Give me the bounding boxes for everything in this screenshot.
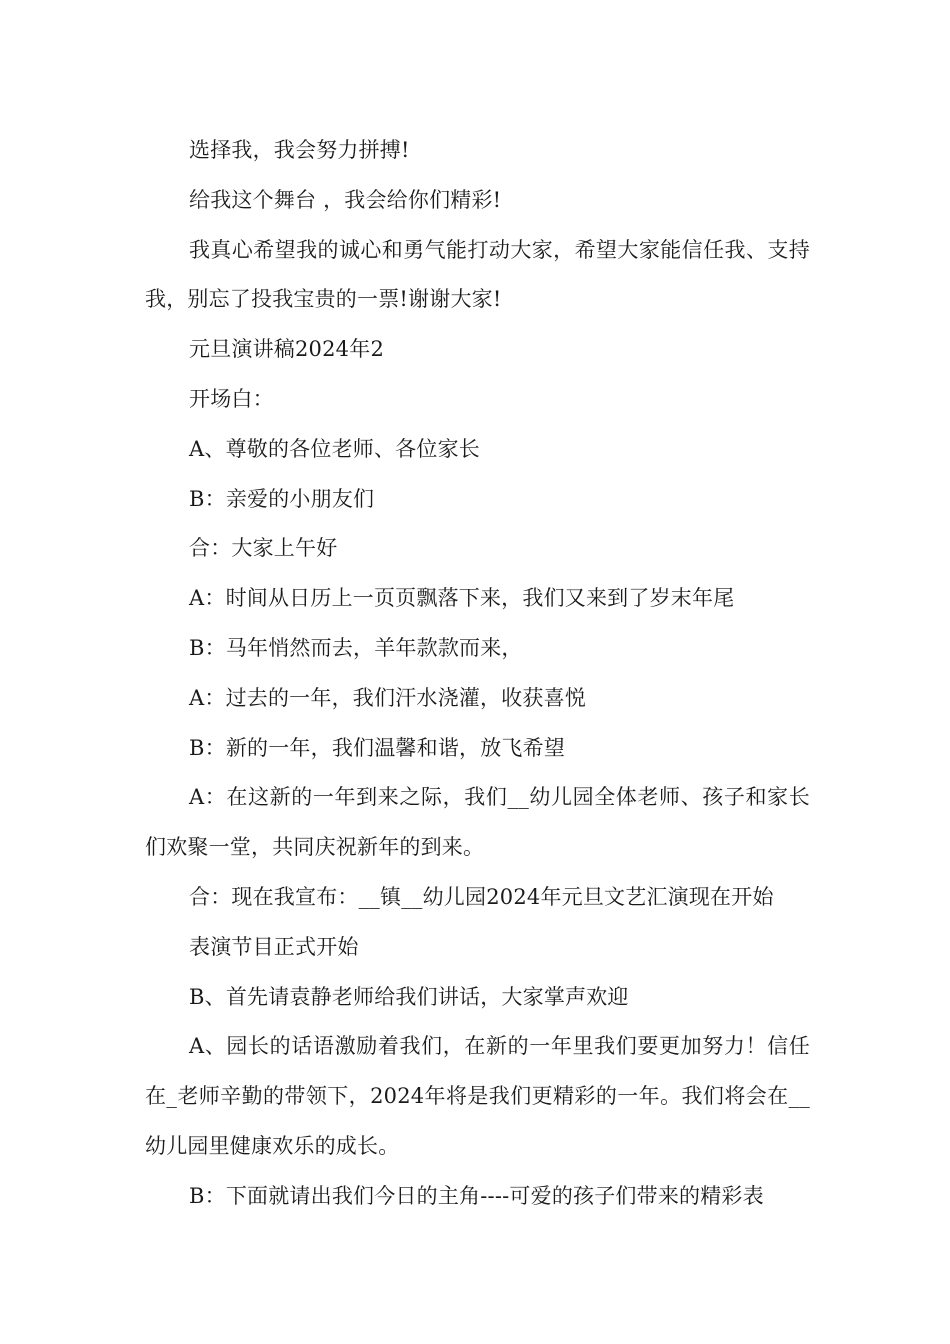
paragraph: 开场白： [189, 386, 274, 411]
paragraph: B、首先请袁静老师给我们讲话，大家掌声欢迎 [189, 984, 629, 1009]
paragraph: 我真心希望我的诚心和勇气能打动大家，希望大家能信任我、支持我，别忘了投我宝贵的一票!谢谢大家! [145, 237, 810, 312]
paragraph: 表演节目正式开始 [189, 934, 359, 959]
paragraph: 给我这个舞台 ，我会给你们精彩! [189, 187, 502, 212]
paragraph: 合：现在我宣布：__镇__幼儿园2024年元旦文艺汇演现在开始 [189, 884, 774, 909]
paragraph: B：下面就请出我们今日的主角----可爱的孩子们带来的精彩表 [189, 1183, 764, 1208]
paragraph: 选择我，我会努力拼搏! [189, 138, 410, 162]
paragraph: 合：大家上午好 [189, 536, 338, 561]
paragraph: B：亲爱的小朋友们 [189, 486, 375, 511]
paragraph: B：马年悄然而去，羊年款款而来， [189, 635, 523, 660]
paragraph: A：过去的一年，我们汗水浇灌，收获喜悦 [189, 685, 586, 710]
paragraph: B：新的一年，我们温馨和谐，放飞希望 [189, 735, 566, 760]
paragraph: A、尊敬的各位老师、各位家长 [189, 436, 480, 461]
document-body [145, 126, 810, 1222]
section-heading: 元旦演讲稿2024年2 [189, 337, 385, 362]
paragraph: A：在这新的一年到来之际，我们__幼儿园全体老师、孩子和家长们欢聚一堂，共同庆祝新年的到来。 [145, 785, 810, 860]
paragraph: A、园长的话语激励着我们，在新的一年里我们要更加努力！信任在_老师辛勤的带领下，2024年将是我们更精彩的一年。我们将会在__幼儿园里健康欢乐的成长。 [145, 1034, 810, 1158]
paragraph: A：时间从日历上一页页飘落下来，我们又来到了岁末年尾 [189, 586, 735, 611]
